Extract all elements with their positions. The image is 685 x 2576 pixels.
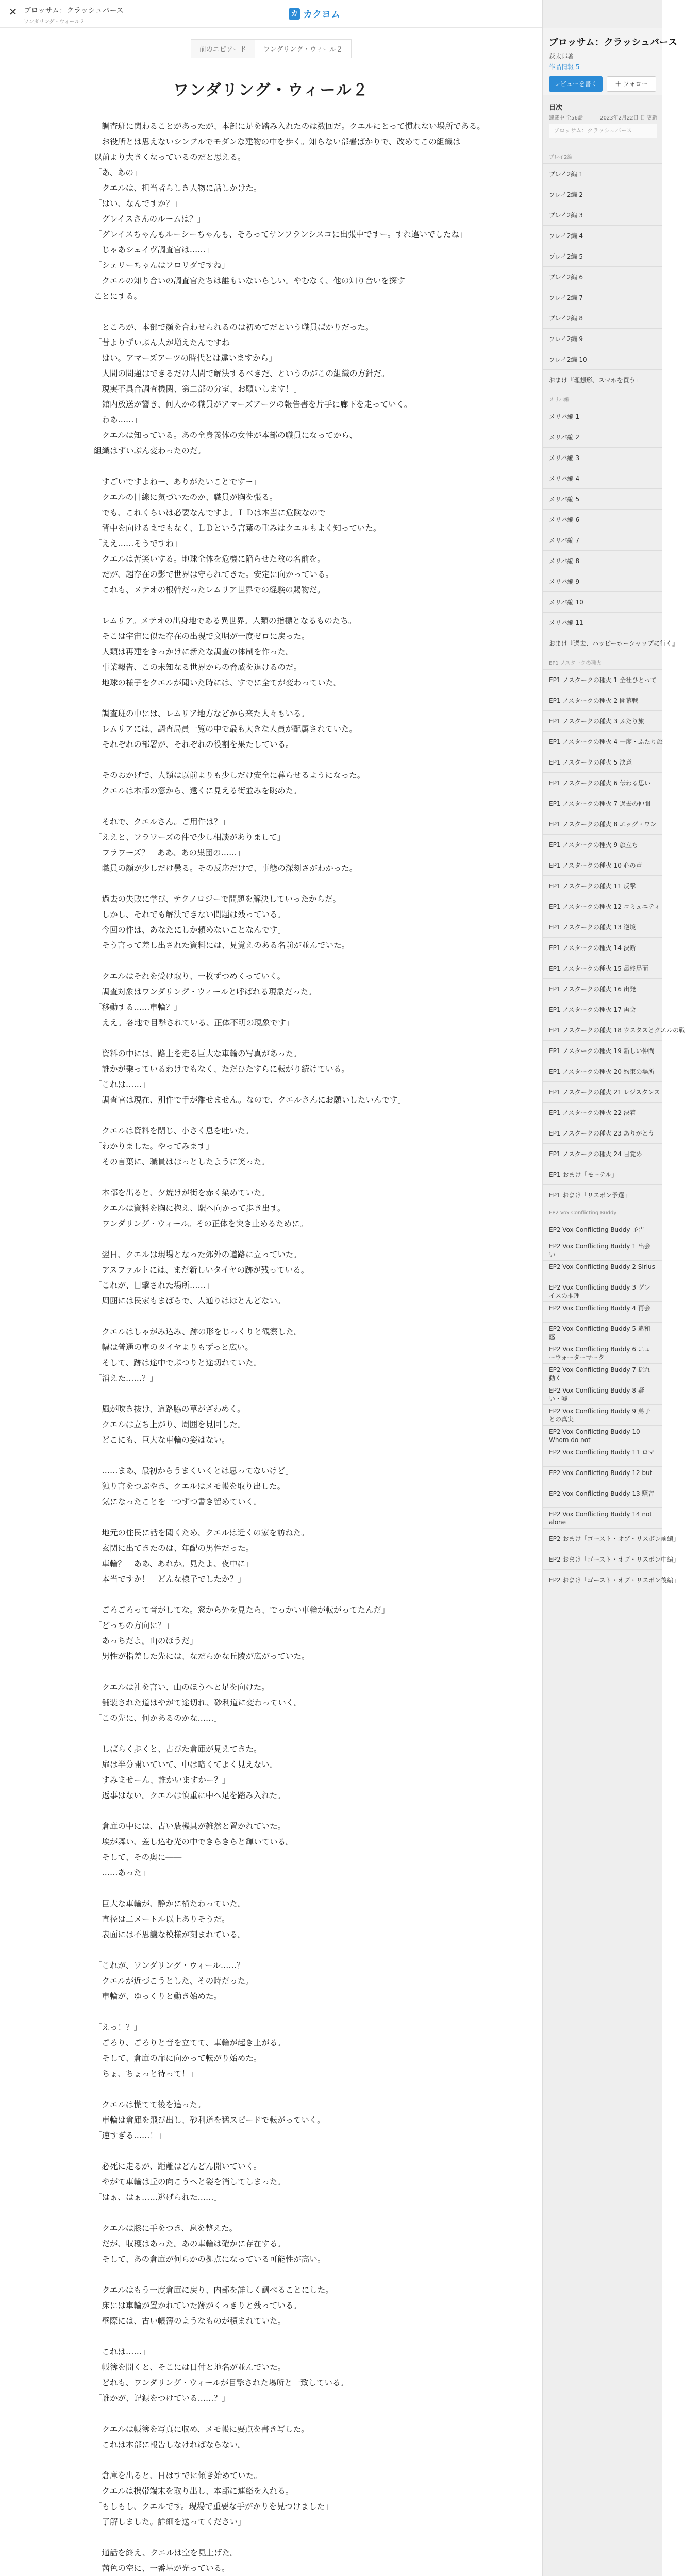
body-paragraph	[94, 2329, 449, 2344]
toc-item[interactable]: メリバ編 5	[543, 488, 662, 509]
body-paragraph	[94, 1309, 449, 1324]
toc-item[interactable]: メリバ編 2	[543, 427, 662, 447]
body-paragraph: 「調査官は現在、別件で手が離せません。なので、クエルさんにお願いしたいんです」	[94, 1095, 406, 1105]
body-paragraph: 直径は二メートル以上ありそうだ。	[94, 1914, 230, 1924]
body-paragraph	[94, 799, 449, 814]
body-paragraph: 「ええと、フラワーズの件で少し相談がありまして」	[94, 833, 286, 842]
toc-item[interactable]: EP1 ノスタークの種火 7 過去の仲間	[543, 793, 662, 814]
body-paragraph	[94, 1942, 449, 1958]
body-paragraph	[94, 1664, 449, 1680]
body-paragraph	[94, 2205, 449, 2221]
body-paragraph: 周囲には民家もまばらで、人通りはほとんどない。	[94, 1296, 286, 1306]
body-paragraph	[94, 2081, 449, 2097]
work-subtitle: ワンダリング・ウィール２	[24, 19, 85, 25]
body-paragraph: ところが、本部で顔を合わせられるのは初めてだという職員ばかりだった。	[94, 323, 374, 332]
body-paragraph: 「……あった」	[94, 1868, 150, 1877]
body-paragraph: 「車輪？ ああ、あれか。見たよ、夜中に」	[94, 1559, 254, 1568]
body-paragraph	[94, 690, 449, 706]
breadcrumb	[0, 39, 542, 58]
body-paragraph: クエルは膝に手をつき、息を整えた。	[94, 2224, 238, 2233]
toc-item[interactable]: メリバ編 7	[543, 530, 662, 550]
toc-item[interactable]: EP1 ノスタークの種火 3 ふたり旅	[543, 710, 662, 731]
body-paragraph: 資料の中には、路上を走る巨大な車輪の写真があった。	[94, 1049, 302, 1058]
toc-item[interactable]: EP1 おまけ「リスボン予選」	[543, 1184, 662, 1205]
work-title-pill[interactable]: ブロッサム：クラッシュバース	[549, 124, 657, 138]
body-paragraph	[94, 1231, 449, 1247]
brand-logo[interactable]	[289, 7, 340, 21]
body-paragraph: 「はい。アマーズアーツの時代とは違いますから」	[94, 353, 277, 363]
reading-area	[0, 28, 542, 2576]
episode-body	[94, 118, 485, 2576]
body-paragraph: クエルは携帯端末を取り出し、本部に連絡を入れる。	[94, 2486, 294, 2496]
sidebar-work-info-link[interactable]: 作品情報 5	[549, 63, 580, 71]
toc-item[interactable]: プレイ2編 10	[543, 349, 662, 369]
table-of-contents	[543, 147, 685, 1590]
toc-item[interactable]: メリバ編 11	[543, 612, 662, 633]
toc-item[interactable]: EP2 おまけ「ゴースト・オブ・リスボン前編」	[543, 1528, 662, 1549]
body-paragraph: だが、超存在の影で世界は守られてきた。安定に向かっている。	[94, 570, 334, 579]
toc-item[interactable]: EP2 Vox Conflicting Buddy 9 弟子との真実	[543, 1404, 662, 1425]
body-paragraph: 「これが、ワンダリング・ウィール……？」	[94, 1961, 253, 1970]
episode-title: ワンダリング・ウィール２	[173, 81, 369, 99]
body-paragraph: だが、収穫はあった。あの車輪は確かに存在する。	[94, 2239, 286, 2248]
current-episode-crumb: ワンダリング・ウィール２	[255, 39, 352, 58]
body-paragraph: そこは宇宙に似た存在の出現で文明が一度ゼロに戻った。	[94, 632, 310, 641]
toc-item[interactable]: EP1 ノスタークの種火 2 開幕戦	[543, 690, 662, 710]
body-paragraph: 地元の住民に話を聞くため、クエルは近くの家を訪ねた。	[94, 1528, 309, 1537]
toc-item[interactable]: EP1 ノスタークの種火 19 新しい仲間	[543, 1040, 662, 1061]
body-paragraph: レムリア。メテオの出身地である異世界。人類の指標となるものたち。	[94, 616, 357, 625]
sidebar-actions	[549, 76, 656, 92]
toc-item[interactable]: EP1 ノスタークの種火 17 再会	[543, 999, 662, 1020]
body-paragraph: 以前より大きくなっているのだと思える。	[94, 152, 246, 162]
body-paragraph: そして、あの倉庫が何らかの拠点になっている可能性が高い。	[94, 2255, 326, 2264]
body-paragraph: 調査対象はワンダリング・ウィールと呼ばれる現象だった。	[94, 987, 316, 996]
body-paragraph: そして、その奥に――	[94, 1853, 182, 1862]
toc-item[interactable]: メリバ編 1	[543, 406, 662, 427]
body-paragraph: 「今回の件は、あなたにしか頼めないことなんです」	[94, 925, 286, 935]
body-paragraph: そして、跡は途中でぷつりと途切れていた。	[94, 1358, 262, 1367]
body-paragraph	[94, 1448, 449, 1463]
episode-count: 連載中 全56話	[549, 115, 583, 121]
toc-item[interactable]: EP1 ノスタークの種火 18 ウスタスとクエルの戦	[543, 1020, 662, 1040]
body-paragraph: 「ええ。各地で目撃されている、正体不明の現象です」	[94, 1018, 294, 1027]
sidebar-work-title[interactable]: ブロッサム：クラッシュバース	[549, 37, 678, 48]
body-paragraph: 独り言をつぶやき、クエルはメモ帳を取り出した。	[94, 1482, 286, 1491]
toc-item[interactable]: EP2 Vox Conflicting Buddy 3 グレイスの推理	[543, 1281, 662, 1301]
toc-section-label: EP1 ノスタークの種火	[549, 660, 602, 666]
body-paragraph: 「グレイスちゃんもルーシーちゃんも、そろってサンフランシスコに出張中ですー。すれ違いでしたね」	[94, 230, 467, 239]
body-paragraph: 組織はずいぶん変わったのだ。	[94, 446, 206, 455]
toc-item[interactable]: EP2 Vox Conflicting Buddy 12 but	[543, 1466, 662, 1487]
body-paragraph: 誰かが乗っているわけでもなく、ただひたすらに転がり続けている。	[94, 1064, 349, 1074]
body-paragraph: これは本部に報告しなければならない。	[94, 2440, 246, 2449]
body-paragraph: 過去の失敗に学び、テクノロジーで問題を解決していったからだ。	[94, 894, 341, 904]
body-paragraph: 倉庫を出ると、日はすでに傾き始めていた。	[94, 2471, 262, 2480]
body-paragraph: 人類は再建をきっかけに新たな調査の体制を作った。	[94, 647, 294, 656]
body-paragraph: ことにする。	[94, 292, 142, 301]
body-paragraph: クエルは資料を胸に抱え、駅へ向かって歩き出す。	[94, 1204, 286, 1213]
body-paragraph: 「でも、これくらいは必要なんですよ。ＬＤは本当に危険なので」	[94, 508, 334, 517]
body-paragraph: 車輪が、ゆっくりと動き始めた。	[94, 1992, 222, 2001]
body-paragraph: アスファルトには、まだ新しいタイヤの跡が残っている。	[94, 1265, 309, 1275]
toc-item[interactable]: プレイ2編 8	[543, 308, 662, 328]
body-paragraph: 「これは……」	[94, 1080, 150, 1089]
body-paragraph: 玄関に出てきたのは、年配の男性だった。	[94, 1544, 254, 1553]
body-paragraph: ワンダリング・ウィール。その正体を突き止めるために。	[94, 1219, 308, 1228]
follow-button[interactable]: ＋ フォロー	[607, 76, 656, 92]
body-paragraph: クエルは資料を閉じ、小さく息を吐いた。	[94, 1126, 254, 1136]
body-paragraph: どこにも、巨大な車輪の姿はない。	[94, 1435, 230, 1445]
brand-mark-icon: カ	[289, 8, 300, 20]
body-paragraph	[94, 2530, 449, 2545]
body-paragraph: 「グレイスさんのルームは？」	[94, 214, 206, 224]
body-paragraph	[94, 1880, 449, 1896]
body-paragraph	[94, 1386, 449, 1401]
toc-item[interactable]: EP1 ノスタークの種火 22 決着	[543, 1102, 662, 1123]
body-paragraph: 巨大な車輪が、静かに横たわっていた。	[94, 1899, 246, 1908]
body-paragraph: しばらく歩くと、古びた倉庫が見えてきた。	[94, 1744, 262, 1754]
toc-item[interactable]: EP2 Vox Conflicting Buddy 予告	[543, 1219, 662, 1240]
body-paragraph	[94, 304, 449, 319]
toc-label: 目次	[549, 104, 563, 112]
body-paragraph: 「ええ……そうですね」	[94, 539, 182, 548]
body-paragraph: クエルは礼を言い、山のほうへと足を向けた。	[94, 1683, 270, 1692]
body-paragraph: 「すみませーん、誰かいますかー？」	[94, 1775, 230, 1785]
body-paragraph: 「はぁ、はぁ……逃げられた……」	[94, 2193, 222, 2202]
toc-item[interactable]: メリバ編 3	[543, 447, 662, 468]
toc-item[interactable]: EP2 Vox Conflicting Buddy 7 揺れ動く	[543, 1363, 662, 1384]
sidebar-author[interactable]: 荻太郎著	[549, 53, 574, 60]
toc-item[interactable]: EP1 ノスタークの種火 23 ありがとう	[543, 1123, 662, 1143]
toc-item[interactable]: EP2 Vox Conflicting Buddy 10 Whom do not	[543, 1425, 662, 1446]
body-paragraph: 「速すぎる……！」	[94, 2131, 166, 2140]
toc-item[interactable]: EP1 ノスタークの種火 9 旅立ち	[543, 834, 662, 855]
body-paragraph: 「移動する……車輪？」	[94, 1003, 182, 1012]
body-paragraph: クエルの目線に気づいたのか、職員が胸を張る。	[94, 493, 278, 502]
body-paragraph: 「……まあ、最初からうまくいくとは思ってないけど」	[94, 1466, 293, 1476]
toc-item[interactable]: おまけ『理想形、スマホを買う』	[543, 369, 662, 390]
toc-item[interactable]: メリバ編 9	[543, 571, 662, 591]
body-paragraph: クエルの知り合いの調査官たちは誰もいないらしい。やむなく、他の知り合いを探す	[94, 276, 405, 285]
body-paragraph	[94, 2143, 449, 2159]
body-paragraph	[94, 1587, 449, 1602]
body-paragraph: そのおかげで、人類は以前よりも少しだけ安全に暮らせるようになった。	[94, 771, 365, 780]
body-paragraph: 「消えた……？」	[94, 1374, 158, 1383]
body-paragraph	[94, 2406, 449, 2421]
body-paragraph	[94, 1726, 449, 1741]
toc-section-label: EP2 Vox Conflicting Buddy	[549, 1210, 617, 1216]
body-paragraph: クエルは本部の窓から、遠くに見える街並みを眺めた。	[94, 786, 302, 795]
toc-item[interactable]: メリバ編 6	[543, 509, 662, 530]
body-paragraph: 館内放送が響き、何人かの職員がアマーズアーツの報告書を片手に廊下を走っていく。	[94, 400, 412, 409]
toc-item[interactable]: プレイ2編 6	[543, 266, 662, 287]
body-paragraph: クエルが近づこうとした、その時だった。	[94, 1976, 254, 1986]
body-paragraph	[94, 876, 449, 891]
body-paragraph: 風が吹き抜け、道路脇の草がざわめく。	[94, 1404, 245, 1414]
body-paragraph: 「えっ！？」	[94, 2023, 142, 2032]
body-paragraph	[94, 1510, 449, 1525]
body-paragraph	[94, 2004, 449, 2020]
body-paragraph: ごろり、ごろりと音を立てて、車輪が起き上がる。	[94, 2038, 286, 2047]
body-paragraph: 事業報告、この未知なる世界からの脅威を退けるのだ。	[94, 663, 302, 672]
body-paragraph: それぞれの部署が、それぞれの役割を果たしている。	[94, 740, 294, 749]
toc-item[interactable]: EP1 ノスタークの種火 11 反撃	[543, 875, 662, 896]
toc-item[interactable]: プレイ2編 2	[543, 184, 662, 205]
body-paragraph: クエルは立ち上がり、周囲を見回した。	[94, 1420, 246, 1429]
toc-item[interactable]: EP2 Vox Conflicting Buddy 4 再会	[543, 1301, 662, 1322]
toc-item[interactable]: EP1 ノスタークの種火 10 心の声	[543, 855, 662, 875]
body-paragraph: 「これは……」	[94, 2347, 150, 2357]
toc-item[interactable]: EP2 Vox Conflicting Buddy 2 Sirius	[543, 1260, 662, 1281]
updated-date: 2023年2月22日 日 更新	[600, 115, 657, 121]
body-paragraph: 地球の様子をクエルが聞いた時には、すでに全てが変わっていた。	[94, 678, 342, 687]
body-paragraph: 返事はない。クエルは慎重に中へ足を踏み入れた。	[94, 1791, 286, 1800]
body-paragraph: 「はい、なんですか？」	[94, 199, 182, 208]
body-paragraph: 調査班の中には、レムリア地方などから来た人々もいる。	[94, 709, 309, 718]
body-paragraph: 埃が舞い、差し込む光の中できらきらと輝いている。	[94, 1837, 294, 1846]
body-paragraph	[94, 1803, 449, 1819]
body-paragraph: 「現実不具合調査機関、第二部の分室、お願いします！」	[94, 384, 302, 394]
body-paragraph: やがて車輪は丘の向こうへと姿を消してしまった。	[94, 2177, 286, 2187]
body-paragraph	[94, 2452, 449, 2468]
body-paragraph	[94, 953, 449, 969]
body-paragraph: 本部を出ると、夕焼けが街を赤く染めていた。	[94, 1188, 270, 1197]
toc-item[interactable]: EP1 ノスタークの種火 5 決意	[543, 752, 662, 772]
body-paragraph: 「フラワーズ？ ああ、あの集団の……」	[94, 848, 245, 857]
toc-item[interactable]: EP2 Vox Conflicting Buddy 14 not alone	[543, 1507, 662, 1528]
body-paragraph: クエルはしゃがみ込み、跡の形をじっくりと観察した。	[94, 1327, 302, 1336]
body-paragraph: 男性が指差した先には、なだらかな丘陵が広がっていた。	[94, 1652, 310, 1661]
body-paragraph: 背中を向けるまでもなく、ＬＤという言葉の重みはクエルもよく知っていた。	[94, 523, 381, 533]
body-paragraph: 「ちょ、ちょっと待って！」	[94, 2069, 198, 2078]
body-paragraph: 「あっちだよ。山のほうだ」	[94, 1636, 198, 1646]
body-paragraph	[94, 752, 449, 768]
toc-item[interactable]: EP1 ノスタークの種火 4 一度・ふたり旅	[543, 731, 662, 752]
body-paragraph: 幅は普通の車のタイヤよりもずっと広い。	[94, 1343, 253, 1352]
body-paragraph	[94, 1170, 449, 1185]
toc-item[interactable]: EP1 ノスタークの種火 20 約束の場所	[543, 1061, 662, 1081]
toc-item[interactable]: プレイ2編 9	[543, 328, 662, 349]
body-paragraph: 「それで、クエルさん。ご用件は？」	[94, 817, 230, 826]
body-paragraph	[94, 459, 449, 474]
body-paragraph: お役所とは思えないシンプルでモダンな建物の中を歩く。知らない部署ばかりで、改めてこの組織は	[94, 137, 461, 146]
body-paragraph	[94, 2267, 449, 2282]
toc-item[interactable]: EP1 ノスタークの種火 15 最終局面	[543, 958, 662, 978]
body-paragraph: 表面には不思議な模様が刻まれている。	[94, 1930, 246, 1939]
body-paragraph: その言葉に、職員はほっとしたように笑った。	[94, 1157, 270, 1166]
toc-item[interactable]: EP1 おまけ「モーテル」	[543, 1164, 662, 1184]
body-paragraph: 車輪は倉庫を飛び出し、砂利道を猛スピードで転がっていく。	[94, 2115, 325, 2125]
body-paragraph: 「どっちの方向に？」	[94, 1621, 174, 1630]
sidebar	[542, 0, 685, 2576]
body-paragraph: クエルはそれを受け取り、一枚ずつめくっていく。	[94, 972, 286, 981]
body-paragraph: 必死に走るが、距離はどんどん開いていく。	[94, 2162, 262, 2171]
body-paragraph: 「あ、あの」	[94, 168, 142, 177]
toc-item[interactable]: おまけ『過去、ハッピーホーシャップに行く』	[543, 633, 662, 653]
toc-item[interactable]: EP2 Vox Conflicting Buddy 13 騒音	[543, 1487, 662, 1507]
toc-item[interactable]: EP1 ノスタークの種火 14 決断	[543, 937, 662, 958]
toc-item[interactable]: EP2 Vox Conflicting Buddy 5 違和感	[543, 1322, 662, 1343]
body-paragraph: クエルはもう一度倉庫に戻り、内部を詳しく調べることにした。	[94, 2285, 333, 2295]
toc-item[interactable]: メリバ編 8	[543, 550, 662, 571]
toc-item[interactable]: EP2 Vox Conflicting Buddy 6 ニューウォーターマーク	[543, 1343, 662, 1363]
body-paragraph: 帳簿を開くと、そこには日付と地名が並んでいた。	[94, 2363, 286, 2372]
toc-item[interactable]: EP2 おまけ「ゴースト・オブ・リスボン後編」	[543, 1569, 662, 1590]
body-paragraph: クエルは帳簿を写真に収め、メモ帳に要点を書き写した。	[94, 2425, 309, 2434]
toc-item[interactable]: EP2 おまけ「ゴースト・オブ・リスボン中編」	[543, 1549, 662, 1569]
body-paragraph: 通話を終え、クエルは空を見上げた。	[94, 2548, 238, 2557]
toc-item[interactable]: プレイ2編 7	[543, 287, 662, 308]
body-paragraph: 職員の顔が少しだけ曇る。その反応だけで、事態の深刻さがわかった。	[94, 863, 358, 873]
toc-item[interactable]: プレイ2編 4	[543, 225, 662, 246]
body-paragraph: 「もしもし、クエルです。現場で重要な手がかりを見つけました」	[94, 2502, 333, 2511]
toc-meta	[549, 113, 657, 121]
body-paragraph: クエルは慌てて後を追った。	[94, 2100, 206, 2109]
body-paragraph: 「シェリーちゃんはフロリダですね」	[94, 261, 230, 270]
toc-item[interactable]: プレイ2編 5	[543, 246, 662, 266]
toc-item[interactable]: プレイ2編 1	[543, 163, 662, 184]
body-paragraph: 「この先に、何かあるのかな……」	[94, 1714, 222, 1723]
body-paragraph: しかし、それでも解決できない問題は残っている。	[94, 910, 286, 919]
body-paragraph: 「了解しました。詳細を送ってください」	[94, 2517, 246, 2527]
body-paragraph: そして、倉庫の扉に向かって転がり始めた。	[94, 2054, 262, 2063]
toc-item[interactable]: メリバ編 4	[543, 468, 662, 488]
toc-item[interactable]: EP1 ノスタークの種火 16 出発	[543, 978, 662, 999]
toc-item[interactable]: プレイ2編 3	[543, 205, 662, 225]
body-paragraph	[94, 1108, 449, 1123]
toc-item[interactable]: EP1 ノスタークの種火 13 逆境	[543, 917, 662, 937]
previous-episode-link[interactable]: 前のエピソード	[191, 39, 255, 58]
body-paragraph: 翌日、クエルは現場となった郊外の道路に立っていた。	[94, 1250, 302, 1259]
body-paragraph	[94, 1030, 449, 1046]
body-paragraph: 「わかりました。やってみます」	[94, 1142, 214, 1151]
body-paragraph: 茜色の空に、一番星が光っている。	[94, 2564, 230, 2573]
toc-item[interactable]: メリバ編 10	[543, 591, 662, 612]
work-meta[interactable]	[24, 5, 124, 25]
body-paragraph: 壁際には、古い帳簿のようなものが積まれていた。	[94, 2316, 286, 2326]
toc-item[interactable]: EP2 Vox Conflicting Buddy 11 ロマ	[543, 1446, 662, 1466]
body-paragraph: 人間の問題はできるだけ人間で解決するべきだ、というのがこの組織の方針だ。	[94, 369, 390, 378]
body-paragraph: これも、メテオの根幹だったレムリア世界での経験の賜物だ。	[94, 585, 325, 595]
work-title[interactable]: プロッサム：クラッシュバース	[24, 7, 124, 15]
body-paragraph	[94, 598, 449, 613]
body-paragraph: レムリアには、調査局員一覧の中で最も大きな人員が配属されていた。	[94, 724, 357, 734]
close-icon[interactable]: ✕	[8, 6, 18, 18]
toc-item[interactable]: EP2 Vox Conflicting Buddy 8 疑い・嘘	[543, 1384, 662, 1404]
body-paragraph: 「ごろごろって音がしてな。窓から外を見たら、でっかい車輪が転がってたんだ」	[94, 1605, 390, 1615]
toc-item[interactable]: EP1 ノスタークの種火 12 コミュニティ	[543, 896, 662, 917]
body-paragraph: 舗装された道はやがて途切れ、砂利道に変わっていく。	[94, 1698, 302, 1707]
body-paragraph: 調査班に関わることがあったが、本部に足を踏み入れたのは数回だ。クエルにとって慣れない場所である。	[94, 122, 485, 131]
body-paragraph: どれも、ワンダリング・ウィールが目撃された場所と一致している。	[94, 2378, 348, 2387]
brand-name: カクヨム	[303, 9, 340, 20]
body-paragraph: そう言って差し出された資料には、見覚えのある名前が並んでいた。	[94, 941, 350, 950]
sidebar-header	[543, 28, 678, 95]
toc-item[interactable]: EP2 Vox Conflicting Buddy 1 出会い	[543, 1240, 662, 1260]
body-paragraph: クエルは、担当者らしき人物に話しかけた。	[94, 183, 262, 193]
body-paragraph: 「昔よりずいぶん人が増えたんですね」	[94, 338, 238, 347]
body-paragraph: 床には車輪が置かれていた跡がくっきりと残っている。	[94, 2301, 302, 2310]
body-paragraph: 倉庫の中には、古い農機具が雑然と置かれていた。	[94, 1822, 286, 1831]
body-paragraph: 扉は半分開いていて、中は暗くてよく見えない。	[94, 1760, 278, 1769]
body-paragraph: クエルは苦笑いする。地球全体を危機に陥らせた敵の名前を。	[94, 554, 325, 564]
toc-item[interactable]: EP1 ノスタークの種火 6 伝わる思い	[543, 772, 662, 793]
toc-item[interactable]: EP1 ノスタークの種火 8 エッグ・ワン	[543, 814, 662, 834]
review-button[interactable]: レビューを書く	[549, 76, 603, 92]
body-paragraph: クエルは知っている。あの全身義体の女性が本部の職員になってから、	[94, 431, 358, 440]
toc-item[interactable]: EP1 ノスタークの種火 1 全社ひとって	[543, 669, 662, 690]
body-paragraph: 「すごいですよねー、ありがたいことですー」	[94, 477, 261, 486]
body-paragraph: 気になったことを一つずつ書き留めていく。	[94, 1497, 262, 1506]
body-paragraph: 「これが、目撃された場所……」	[94, 1281, 214, 1290]
toc-item[interactable]: EP1 ノスタークの種火 24 目覚め	[543, 1143, 662, 1164]
toc-section-label: プレイ2編	[549, 155, 573, 160]
body-paragraph: 「誰かが、記録をつけている……？」	[94, 2394, 230, 2403]
body-paragraph: 「わあ……」	[94, 415, 142, 425]
toc-section-label: メリバ編	[549, 397, 570, 403]
toc-item[interactable]: EP1 ノスタークの種火 21 レジスタンス	[543, 1081, 662, 1102]
body-paragraph: 「じゃあシェイヴ調査官は……」	[94, 245, 214, 255]
body-paragraph: 「本当ですか！ どんな様子でしたか？」	[94, 1574, 246, 1584]
